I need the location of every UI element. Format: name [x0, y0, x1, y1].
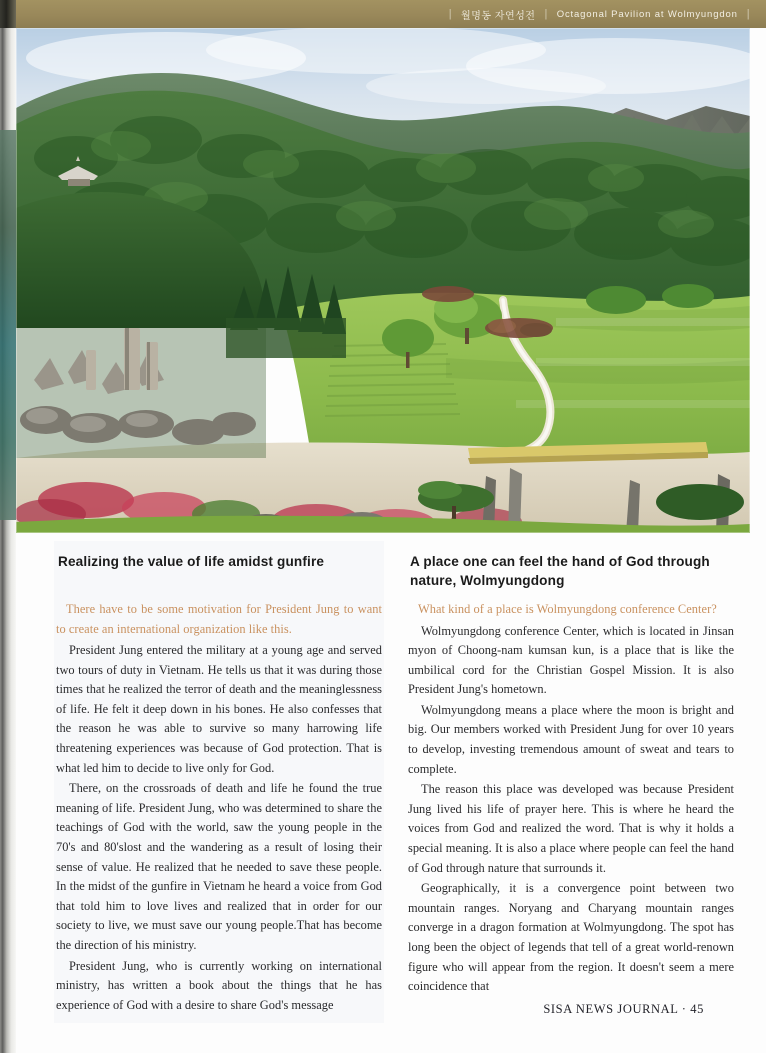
left-column	[54, 541, 384, 1023]
left-column-heading: Realizing the value of life amidst gunfire	[58, 554, 325, 569]
left-column-paragraph-3: President Jung, who is currently working on international ministry, has written a book about the things that he has experience of God with a desire to share God's message	[56, 958, 382, 1012]
page-header-bar	[0, 0, 766, 28]
header-separator-right: |	[746, 8, 750, 20]
binding-gutter-photo	[0, 130, 16, 520]
header-title-group	[449, 0, 750, 28]
two-column-layout	[16, 533, 750, 1023]
binding-gutter-top	[0, 0, 16, 28]
article-photograph	[16, 28, 750, 533]
right-column-paragraph-3: The reason this place was developed was because President Jung lived his life of prayer here. This is where he heard the voices from God and realized the word. That is why it holds a special meaning. It is also a place where people can feel the hand of God through nature that surrounds it.	[408, 782, 734, 875]
right-column-lead: What kind of a place is Wolmyungdong conference Center?	[418, 602, 717, 616]
left-column-paragraph-1: President Jung entered the military at a young age and served two tours of duty in Vietnam. He tells us that it was during those times that he realized the terror of death and the meaninglessness of life. He felt it deep down in his bones. He also confesses that the reason he was able to survive so many harrowing life threatening experiences was because of God protection. That is what led him to decide to live only for God.	[56, 643, 382, 775]
right-column	[406, 541, 736, 1023]
left-column-paragraph-2: There, on the crossroads of death and life he found the true meaning of life. President Jung, who was determined to share the teachings of God with the world, saw the young people in the 70's and 80'slost and the wandering as a result of losing their sense of value. He realized that he needed to save these people. In the midst of the gunfire in Vietnam he heard a voice from God that told him to love lives and realized that in order for our society to live, we must save our young people.That has become the direction of his ministry.	[56, 781, 382, 952]
article-body	[16, 533, 750, 1053]
right-column-paragraph-2: Wolmyungdong means a place where the moon is bright and big. Our members worked with President Jung for over 10 years to develop, investing tremendous amount of sweat and tears to complete.	[408, 702, 734, 776]
header-separator-middle: |	[544, 8, 548, 20]
right-column-paragraph-4: Geographically, it is a convergence point between two mountain ranges. Noryang and Charyang mountain ranges converge in a dragon formation at Wolmyungdong. The spot has long been the object of legends that tell of a great world-renown figure who will appear from the region. It doesn't seem a mere coincidence that	[408, 881, 734, 994]
header-separator-left: |	[448, 8, 453, 20]
right-column-paragraph-1: Wolmyungdong conference Center, which is located in Jinsan myon of Choong-nam kumsan kun, is a place that is like the umbilical cord for the Christian Gospel Mission. It is also President Jung's hometown.	[408, 623, 734, 697]
header-english-title: Octagonal Pavilion at Wolmyungdon	[556, 8, 738, 20]
page-footer: SISA NEWS JOURNAL · 45	[543, 1002, 704, 1016]
rock-garden	[16, 328, 266, 458]
left-column-lead: There have to be some motivation for President Jung to want to create an international organization like this.	[56, 602, 382, 636]
photo-illustration	[16, 28, 750, 533]
right-column-heading: A place one can feel the hand of God through nature, Wolmyungdong	[410, 554, 710, 588]
header-korean-title: 월명동 자연성전	[461, 10, 536, 22]
